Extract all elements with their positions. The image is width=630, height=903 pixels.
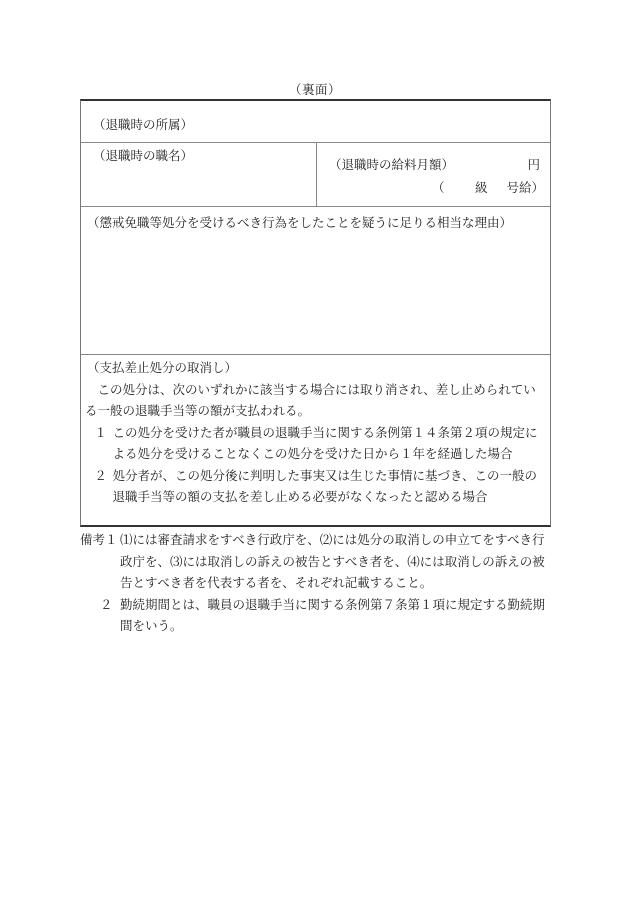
- reason-label: （懲戒免職等処分を受けるべき行為をしたことを疑うに足りる相当な理由）: [87, 215, 513, 230]
- revocation-item: [85, 465, 544, 508]
- grade-open-paren: （: [432, 180, 445, 195]
- remark-lead: 備考１: [80, 532, 118, 547]
- revocation-body: [85, 357, 544, 508]
- revocation-row: [81, 354, 550, 527]
- salary-label: （退職時の給料月額）: [329, 157, 455, 172]
- affiliation-row[interactable]: [81, 101, 550, 142]
- remark-text: ⑴には審査請求をすべき行政庁を、⑵には処分の取消しの申立てをすべき行政庁を、⑶には取消しの訴えの被告とすべき者を、⑷には取消しの訴えの被告とすべき者を代表する者を、それぞれ記載すること。: [120, 532, 545, 590]
- remark-item: [80, 529, 555, 594]
- remarks: [80, 529, 555, 637]
- revocation-item: [85, 422, 544, 465]
- page-heading: （裏面）: [288, 82, 341, 97]
- reason-row[interactable]: [81, 206, 550, 354]
- position-salary-row: [81, 142, 550, 206]
- salary-yen-unit: 円: [527, 157, 540, 172]
- remark-lead: ２: [100, 596, 113, 612]
- remark-text: 勤続期間とは、職員の退職手当に関する条例第７条第１項に規定する勤続期間をいう。: [120, 596, 546, 633]
- affiliation-label: （退職時の所属）: [93, 117, 194, 132]
- revocation-intro: この処分は、次のいずれかに該当する場合には取り消され、差し止められている一般の退職手当等の額が支払われる。: [85, 381, 536, 418]
- item-text: 処分者が、この処分後に判明した事実又は生じた事情に基づき、この一般の退職手当等の額の支払を差し止める必要がなくなったと認める場合: [112, 467, 538, 504]
- revocation-title: （支払差止処分の取消し）: [87, 360, 238, 375]
- item-number: １: [94, 424, 107, 440]
- remark-item: [80, 594, 555, 637]
- item-number: ２: [94, 467, 107, 483]
- item-text: この処分を受けた者が職員の退職手当に関する条例第１４条第２項の規定による処分を受けることなくこの処分を受けた日から１年を経過した場合: [112, 424, 538, 461]
- grade-kyu-label: 級: [475, 180, 488, 195]
- position-cell[interactable]: [81, 143, 317, 206]
- form-table: [80, 99, 551, 527]
- grade-gokyu-label: 号給）: [506, 180, 544, 195]
- salary-cell[interactable]: [317, 143, 550, 206]
- position-label: （退職時の職名）: [93, 148, 194, 163]
